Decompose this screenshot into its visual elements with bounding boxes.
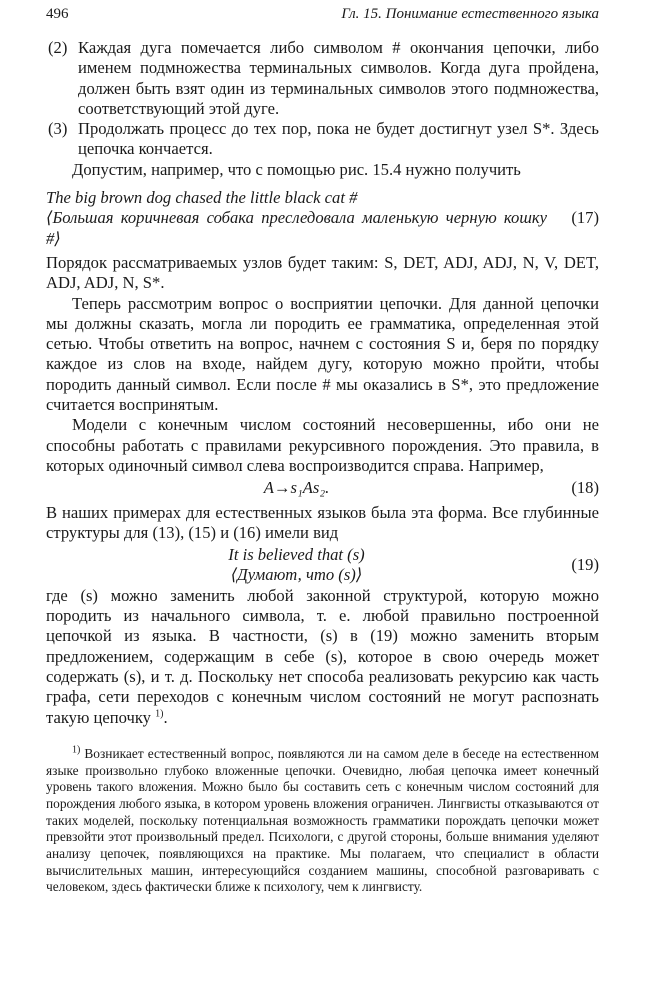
list-item-text: Каждая дуга помечается либо символом # окончания цепочки, либо именем подмножества терминальных символов. Когда дуга пройдена, должен быть взят один из терминальных символов этого подмножества, соответствующий этой дуге. bbox=[78, 38, 599, 118]
example-19-english: It is believed that (s) bbox=[228, 545, 365, 565]
example-19-russian: ⟨Думают, что (s)⟩ bbox=[230, 565, 363, 585]
formula-18-number: (18) bbox=[571, 478, 599, 498]
page-number: 496 bbox=[46, 6, 69, 22]
running-header bbox=[46, 6, 599, 28]
example-19-number: (19) bbox=[571, 555, 599, 575]
example-17-russian: ⟨Большая коричневая собака преследовала маленькую черную кошку #⟩ bbox=[46, 208, 547, 248]
paragraph-order: Порядок рассматриваемых узлов будет таким: S, DET, ADJ, ADJ, N, V, DET, ADJ, ADJ, N, S*. bbox=[46, 252, 599, 293]
example-17-number: (17) bbox=[571, 208, 599, 228]
paragraph-where: где (s) можно заменить любой законной структурой, которую можно породить из начального символа, т. е. любой правильно построенной цепочкой из языка. В частности, (s) в (19) можно заменить вторым предложением, содержащим в себе (s), которое в свою очередь может содержать (s), и т. д. Поскольку нет способа реализовать рекурсию как часть графа, сети переходов с конечным числом состояний не могут распознать такую цепочку $^{1)}$. bbox=[46, 585, 599, 727]
list-item bbox=[46, 38, 599, 119]
paragraph-examples: В наших примерах для естественных языков была эта форма. Все глубинные структуры для (13), (15) и (16) имели вид bbox=[46, 502, 599, 542]
paragraph-models: Модели с конечным числом состояний несовершенны, ибо они не способны работать с правилами рекурсивного порождения. Это правила, в которых одиночный символ слева воспроизводится справа. Например, bbox=[46, 415, 599, 475]
footnote-reference: 1) bbox=[155, 707, 164, 719]
formula-18-expression: A→s₁As₂. bbox=[263, 478, 330, 498]
paragraph-intro: Допустим, например, что с помощью рис. 15.4 нужно получить bbox=[72, 159, 521, 179]
example-17 bbox=[46, 188, 599, 249]
list-item-text: Продолжать процесс до тех пор, пока не будет достигнут узел S*. Здесь цепочка кончается. bbox=[78, 119, 599, 159]
running-title: Гл. 15. Понимание естественного языка bbox=[341, 6, 599, 22]
main-text bbox=[46, 38, 599, 728]
footnote-text: Возникает естественный вопрос, появляются ли на самом деле в беседе на естественном языке произвольно глубоко вложенные цепочки. Очевидно, любая цепочка имеет конечный уровень такого вложения. Можно было бы составить сеть с конечным числом состояний для порождения любого языка, в котором уровень вложения ограничен. Лингвисты отказываются от таких моделей, поскольку потенциальная возможность грамматики порождать цепочки может превзойти этот произвольный предел. Психологи, с другой стороны, больше внимания уделяют анализу цепочек, появляющихся на практике. Мы полагаем, что специалист в области вычислительных машин, интересующийся созданием машины, способной разговаривать с человеком, здесь фактически ближе к психологу, чем к лингвисту. bbox=[46, 745, 599, 895]
paragraph-perception: Теперь рассмотрим вопрос о восприятии цепочки. Для данной цепочки мы должны сказать, могла ли породить ее грамматика, определенная этой сетью. Чтобы ответить на вопрос, начнем с состояния S и, беря по порядку каждое из слов на входе, найдем дугу, которую можно пройти, чтобы породить данный символ. Если после # мы оказались в S*, это предложение считается воспринятым. bbox=[46, 293, 599, 415]
list-item-number: (3) bbox=[48, 119, 68, 139]
example-17-english: The big brown dog chased the little black cat # bbox=[46, 188, 358, 208]
paragraph-where-text: где (s) можно заменить любой законной структурой, которую можно породить из начального символа, т. е. любой правильно построенной цепочкой из языка. В частности, (s) в (19) можно заменить вторым предложением, содержащим в себе (s), которое в свою очередь может содержать (s), и т. д. Поскольку нет способа реализовать рекурсию как часть графа, сети переходов с конечным числом состояний не могут распознать такую цепочку bbox=[46, 585, 599, 727]
footnote-marker: 1) bbox=[72, 744, 81, 756]
footnote bbox=[46, 746, 599, 896]
list-item bbox=[46, 119, 599, 160]
example-19 bbox=[46, 545, 599, 586]
list-item-number: (2) bbox=[48, 38, 68, 57]
formula-18 bbox=[46, 478, 599, 498]
